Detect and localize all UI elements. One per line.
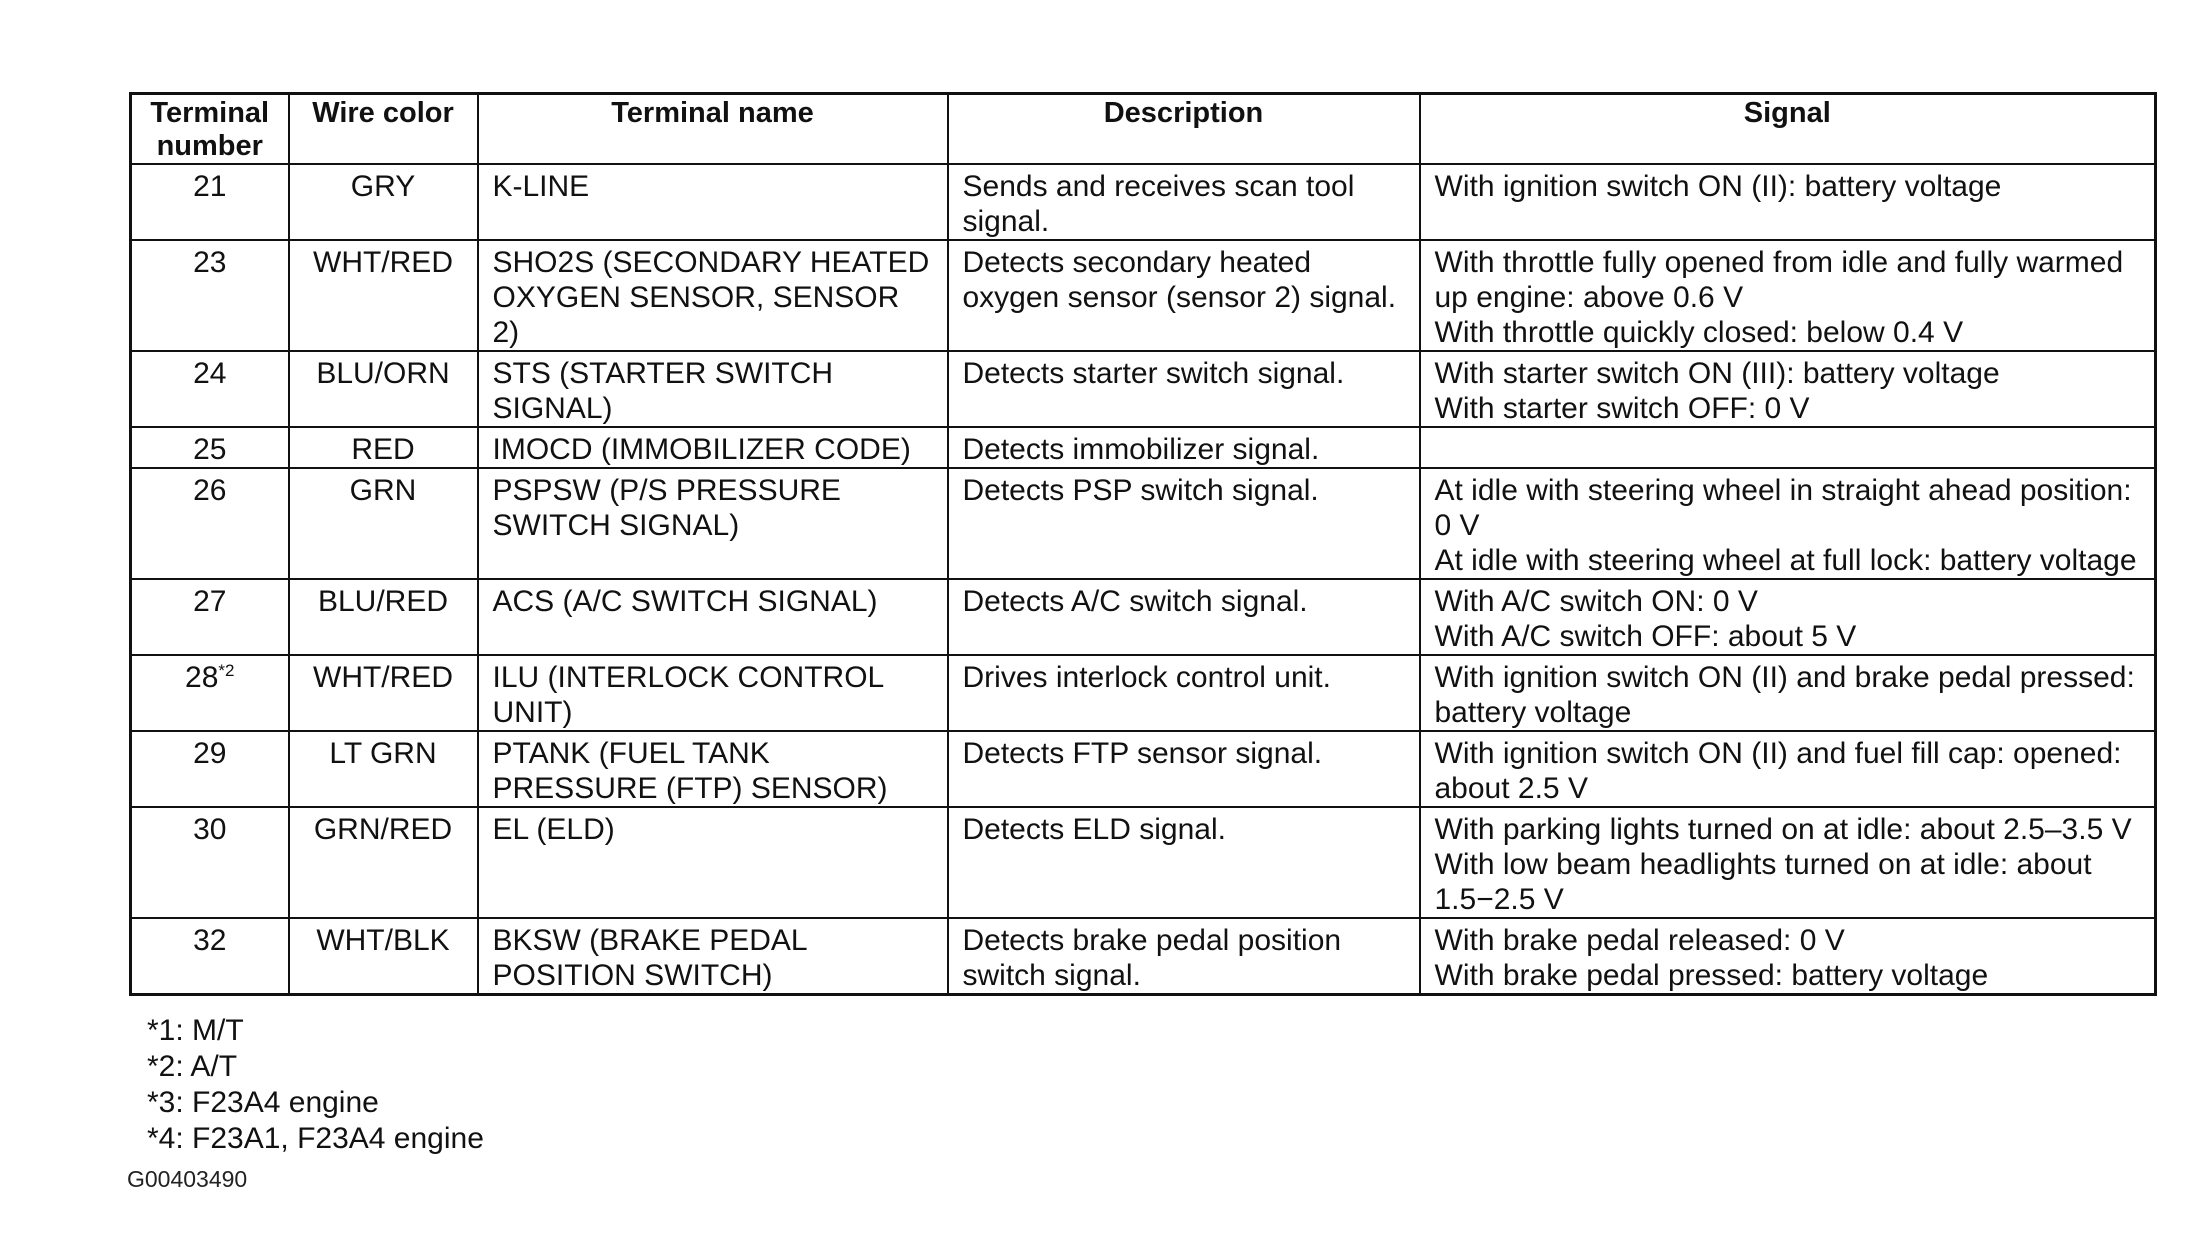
cell-description: Sends and receives scan tool signal. bbox=[948, 164, 1420, 240]
signal-line: With parking lights turned on at idle: about 2.5–3.5 V bbox=[1434, 813, 2132, 846]
table-body bbox=[131, 164, 2156, 995]
table-row bbox=[131, 351, 2156, 427]
terminal-number: 21 bbox=[193, 170, 227, 203]
signal-line: At idle with steering wheel at full lock: battery voltage bbox=[1434, 544, 2137, 577]
cell-wire-color: GRN/RED bbox=[289, 807, 478, 918]
terminal-number: 29 bbox=[193, 737, 227, 770]
signal-line: With starter switch ON (III): battery voltage bbox=[1434, 357, 2000, 390]
terminal-number: 28 bbox=[185, 661, 219, 694]
cell-signal bbox=[1420, 468, 2156, 579]
table-row bbox=[131, 240, 2156, 351]
footnote: *1: M/T bbox=[147, 1014, 244, 1047]
terminal-number: 26 bbox=[193, 474, 227, 507]
cell-terminal-number bbox=[131, 918, 289, 995]
signal-line: With throttle fully opened from idle and fully warmed up engine: above 0.6 V bbox=[1434, 246, 2124, 314]
header-terminal-name: Terminal name bbox=[478, 94, 948, 165]
cell-wire-color: WHT/BLK bbox=[289, 918, 478, 995]
cell-signal bbox=[1420, 731, 2156, 807]
cell-wire-color: WHT/RED bbox=[289, 655, 478, 731]
header-signal: Signal bbox=[1420, 94, 2156, 165]
cell-description: Detects secondary heated oxygen sensor (sensor 2) signal. bbox=[948, 240, 1420, 351]
cell-description: Detects PSP switch signal. bbox=[948, 468, 1420, 579]
footnote: *2: A/T bbox=[147, 1050, 238, 1083]
footnote-list bbox=[147, 1013, 484, 1157]
cell-wire-color: RED bbox=[289, 427, 478, 468]
cell-terminal-number bbox=[131, 351, 289, 427]
signal-line: With brake pedal released: 0 V bbox=[1434, 924, 1845, 957]
cell-signal bbox=[1420, 351, 2156, 427]
signal-line: With ignition switch ON (II): battery voltage bbox=[1434, 170, 2002, 203]
cell-terminal-name: EL (ELD) bbox=[478, 807, 948, 918]
header-wire-color: Wire color bbox=[289, 94, 478, 165]
cell-description: Detects immobilizer signal. bbox=[948, 427, 1420, 468]
cell-terminal-number bbox=[131, 240, 289, 351]
cell-terminal-name: ACS (A/C SWITCH SIGNAL) bbox=[478, 579, 948, 655]
header-description: Description bbox=[948, 94, 1420, 165]
cell-description: Detects brake pedal position switch signal. bbox=[948, 918, 1420, 995]
cell-signal bbox=[1420, 807, 2156, 918]
signal-line: With brake pedal pressed: battery voltage bbox=[1434, 959, 1989, 992]
cell-description: Detects A/C switch signal. bbox=[948, 579, 1420, 655]
table-row bbox=[131, 579, 2156, 655]
cell-description: Detects starter switch signal. bbox=[948, 351, 1420, 427]
cell-terminal-number bbox=[131, 164, 289, 240]
terminal-number: 24 bbox=[193, 357, 227, 390]
table-row bbox=[131, 807, 2156, 918]
cell-terminal-name: PTANK (FUEL TANK PRESSURE (FTP) SENSOR) bbox=[478, 731, 948, 807]
cell-terminal-name: K-LINE bbox=[478, 164, 948, 240]
table-row bbox=[131, 468, 2156, 579]
cell-terminal-number bbox=[131, 579, 289, 655]
cell-description: Drives interlock control unit. bbox=[948, 655, 1420, 731]
cell-wire-color: LT GRN bbox=[289, 731, 478, 807]
table-row bbox=[131, 655, 2156, 731]
cell-signal bbox=[1420, 655, 2156, 731]
footnote: *4: F23A1, F23A4 engine bbox=[147, 1122, 484, 1155]
cell-description: Detects ELD signal. bbox=[948, 807, 1420, 918]
cell-terminal-name: STS (STARTER SWITCH SIGNAL) bbox=[478, 351, 948, 427]
cell-signal bbox=[1420, 164, 2156, 240]
terminal-pinout-table bbox=[129, 92, 2157, 996]
cell-signal bbox=[1420, 918, 2156, 995]
cell-terminal-number bbox=[131, 427, 289, 468]
cell-terminal-number bbox=[131, 468, 289, 579]
terminal-number: 30 bbox=[193, 813, 227, 846]
cell-terminal-number bbox=[131, 807, 289, 918]
table-row bbox=[131, 918, 2156, 995]
cell-wire-color: BLU/ORN bbox=[289, 351, 478, 427]
table-row bbox=[131, 427, 2156, 468]
cell-wire-color: WHT/RED bbox=[289, 240, 478, 351]
terminal-number: 23 bbox=[193, 246, 227, 279]
cell-signal bbox=[1420, 240, 2156, 351]
cell-signal bbox=[1420, 427, 2156, 468]
signal-line: With starter switch OFF: 0 V bbox=[1434, 392, 1810, 425]
table-row bbox=[131, 164, 2156, 240]
terminal-number: 25 bbox=[193, 433, 227, 466]
terminal-number: 27 bbox=[193, 585, 227, 618]
cell-terminal-name: BKSW (BRAKE PEDAL POSITION SWITCH) bbox=[478, 918, 948, 995]
cell-terminal-name: PSPSW (P/S PRESSURE SWITCH SIGNAL) bbox=[478, 468, 948, 579]
signal-line: With throttle quickly closed: below 0.4 V bbox=[1434, 316, 1964, 349]
header-terminal-number: Terminal number bbox=[131, 94, 289, 165]
footnote: *3: F23A4 engine bbox=[147, 1086, 379, 1119]
cell-wire-color: GRN bbox=[289, 468, 478, 579]
cell-wire-color: BLU/RED bbox=[289, 579, 478, 655]
footnote-marker: *2 bbox=[218, 661, 235, 680]
figure-id: G00403490 bbox=[127, 1166, 248, 1192]
cell-terminal-name: ILU (INTERLOCK CONTROL UNIT) bbox=[478, 655, 948, 731]
signal-line: At idle with steering wheel in straight ahead position: 0 V bbox=[1434, 474, 2132, 542]
table-header-row bbox=[131, 94, 2156, 165]
cell-terminal-number bbox=[131, 655, 289, 731]
signal-line: With low beam headlights turned on at idle: about 1.5−2.5 V bbox=[1434, 848, 2092, 916]
signal-line: With A/C switch OFF: about 5 V bbox=[1434, 620, 1857, 653]
cell-terminal-name: SHO2S (SECONDARY HEATED OXYGEN SENSOR, SENSOR 2) bbox=[478, 240, 948, 351]
signal-line: With A/C switch ON: 0 V bbox=[1434, 585, 1758, 618]
terminal-number: 32 bbox=[193, 924, 227, 957]
cell-terminal-name: IMOCD (IMMOBILIZER CODE) bbox=[478, 427, 948, 468]
table-row bbox=[131, 731, 2156, 807]
signal-line: With ignition switch ON (II) and brake pedal pressed: battery voltage bbox=[1434, 661, 2135, 729]
cell-signal bbox=[1420, 579, 2156, 655]
signal-line: With ignition switch ON (II) and fuel fill cap: opened: about 2.5 V bbox=[1434, 737, 2122, 805]
cell-terminal-number bbox=[131, 731, 289, 807]
cell-description: Detects FTP sensor signal. bbox=[948, 731, 1420, 807]
cell-wire-color: GRY bbox=[289, 164, 478, 240]
